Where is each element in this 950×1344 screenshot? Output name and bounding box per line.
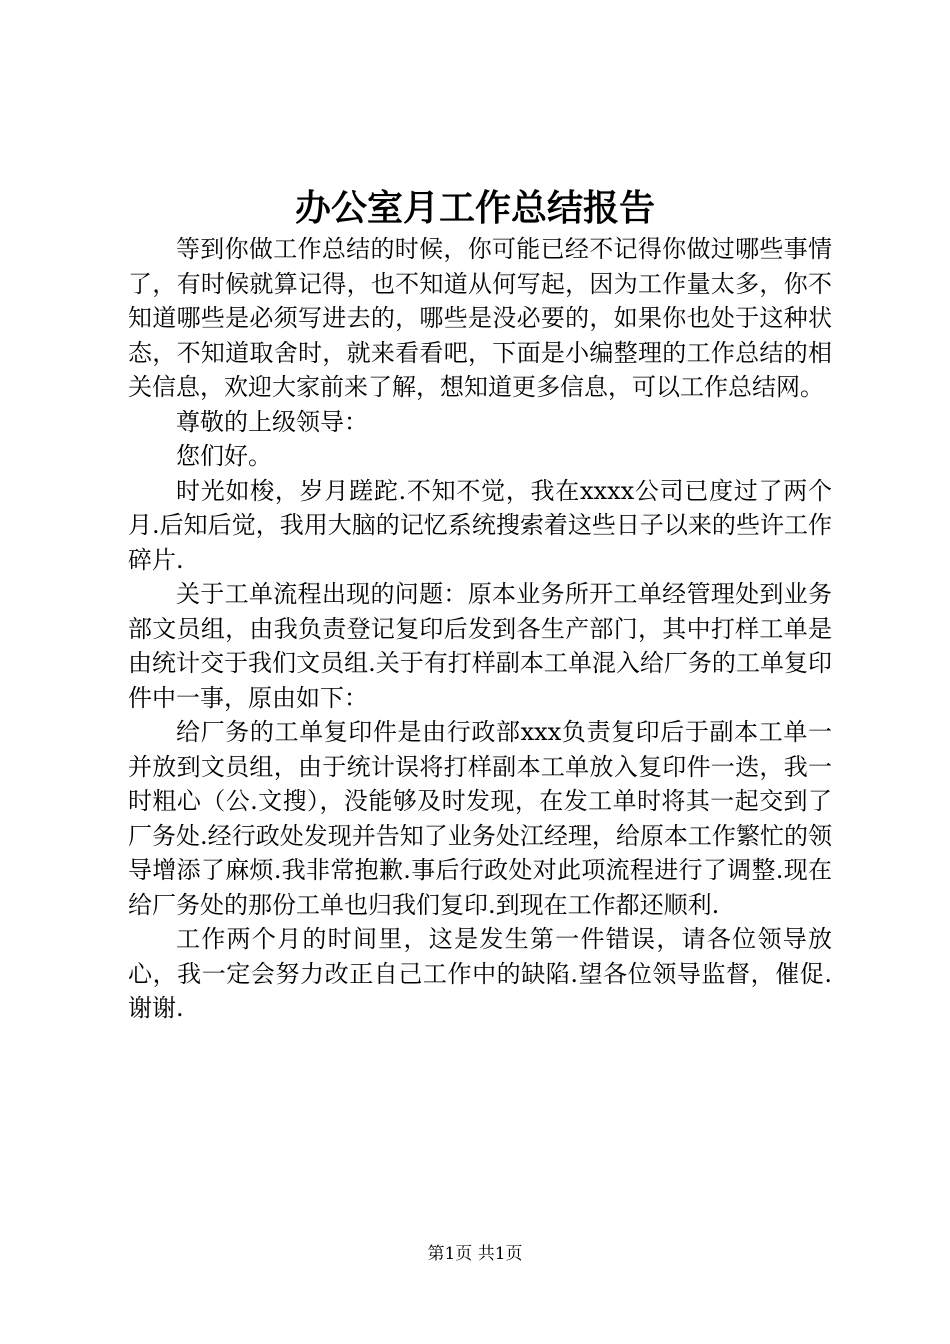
intro-paragraph: 等到你做工作总结的时候，你可能已经不记得你做过哪些事情了，有时候就算记得，也不知道从何写起，因为工作量太多，你不知道哪些是必须写进去的，哪些是没必要的，如果你也处于这种状态，不知道取舍时，就来看看吧，下面是小编整理的工作总结的相关信息，欢迎大家前来了解，想知道更多信息，可以工作总结网。 [128,235,832,401]
body-paragraph: 关于工单流程出现的问题：原本业务所开工单经管理处到业务部文员组，由我负责登记复印后发到各生产部门，其中打样工单是由统计交于我们文员组.关于有打样副本工单混入给厂务的工单复印件中一事，原由如下： [128,580,832,712]
document-body [128,232,832,1026]
body-paragraph: 时光如梭，岁月蹉跎.不知不觉，我在xxxx公司已度过了两个月.后知后觉，我用大脑的记忆系统搜索着这些日子以来的些许工作碎片. [128,476,832,574]
document-title: 办公室月工作总结报告 [294,187,655,229]
closing-paragraph: 工作两个月的时间里，这是发生第一件错误，请各位领导放心，我一定会努力改正自己工作中的缺陷.望各位领导监督，催促.谢谢. [128,925,832,1022]
body-paragraph: 给厂务的工单复印件是由行政部xxx负责复印后于副本工单一并放到文员组，由于统计误将打样副本工单放入复印件一迭，我一时粗心（公.文搜），没能够及时发现，在发工单时将其一起交到了厂务处.经行政处发现并告知了业务处江经理，给原本工作繁忙的领导增添了麻烦.我非常抱歉.事后行政处对此项流程进行了调整.现在给厂务处的那份工单也归我们复印.到现在工作都还顺利. [128,718,832,919]
page-footer: 第1页 共1页 [427,1244,523,1264]
salutation: 尊敬的上级领导： [176,407,368,436]
greeting: 您们好。 [176,442,272,470]
